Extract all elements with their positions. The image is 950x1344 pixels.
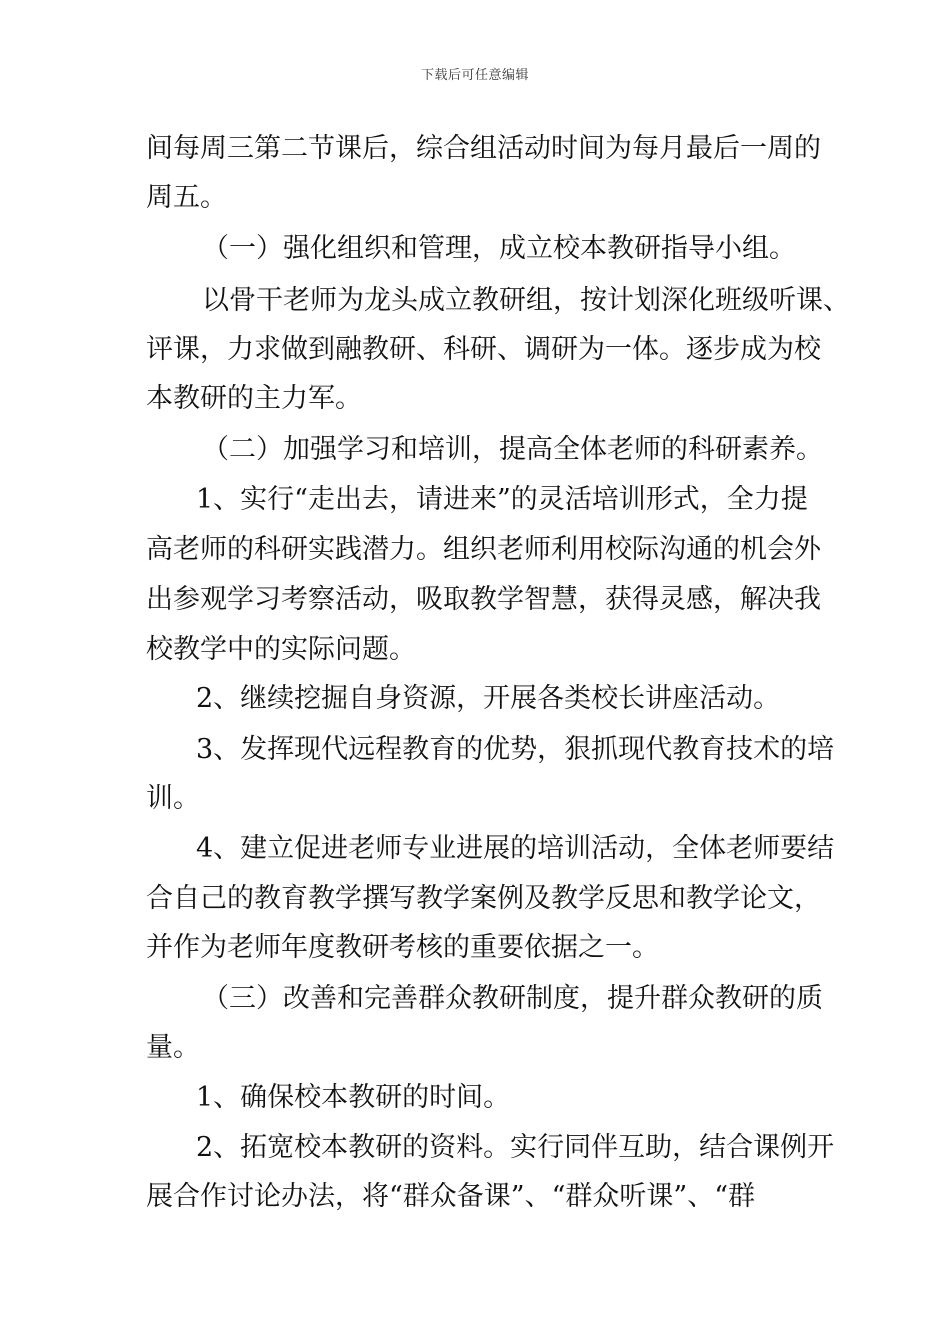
body-line-1: 间每周三第二节课后，综合组活动时间为每月最后一周的 — [146, 133, 821, 164]
body-line-8: 1、实行“走出去，请进来”的灵活培训形式，全力提 — [196, 484, 808, 515]
body-line-6: 本教研的主力军。 — [146, 383, 362, 414]
body-line-2: 周五。 — [146, 182, 227, 213]
body-line-21: 2、拓宽校本教研的资料。实行同伴互助，结合课例开 — [196, 1132, 835, 1163]
body-line-17: 并作为老师年度教研考核的重要依据之一。 — [146, 932, 659, 963]
body-line-11: 校教学中的实际问题。 — [146, 634, 416, 665]
section-heading-1: （一）强化组织和管理，成立校本教研指导小组。 — [202, 233, 796, 264]
body-line-4: 以骨干老师为龙头成立教研组，按计划深化班级听课、 — [202, 285, 850, 316]
body-line-13: 3、发挥现代远程教育的优势，狠抓现代教育技术的培 — [196, 734, 835, 765]
section-heading-3: （三）改善和完善群众教研制度，提升群众教研的质 — [202, 983, 823, 1014]
body-line-10: 出参观学习考察活动，吸取教学智慧，获得灵感，解决我 — [146, 584, 821, 615]
body-line-9: 高老师的科研实践潜力。组织老师利用校际沟通的机会外 — [146, 534, 821, 565]
body-line-22: 展合作讨论办法，将“群众备课”、“群众听课”、“群 — [146, 1181, 756, 1212]
body-line-20: 1、确保校本教研的时间。 — [196, 1082, 511, 1113]
body-line-5: 评课，力求做到融教研、科研、调研为一体。逐步成为校 — [146, 334, 821, 365]
header-note: 下载后可任意编辑 — [420, 68, 529, 83]
section-heading-2: （二）加强学习和培训，提高全体老师的科研素养。 — [202, 434, 823, 465]
body-line-16: 合自己的教育教学撰写教学案例及教学反思和教学论文， — [146, 883, 821, 914]
body-line-12: 2、继续挖掘自身资源，开展各类校长讲座活动。 — [196, 683, 781, 714]
body-line-15: 4、建立促进老师专业进展的培训活动，全体老师要结 — [196, 833, 835, 864]
body-line-14: 训。 — [146, 783, 200, 814]
body-line-19: 量。 — [146, 1032, 200, 1063]
